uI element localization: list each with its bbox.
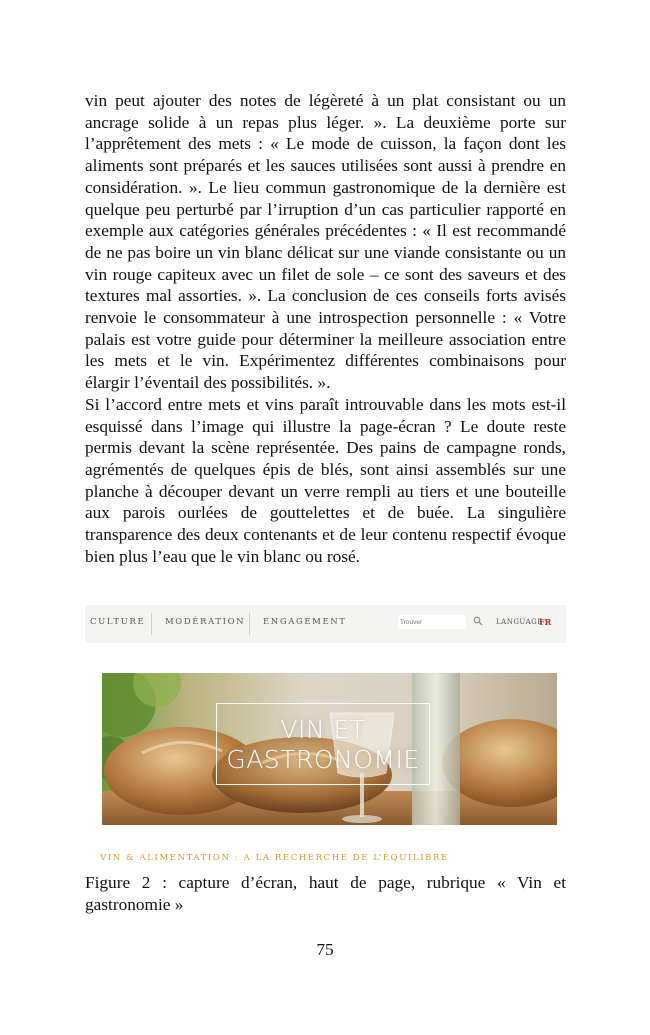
figure-screenshot	[85, 605, 566, 863]
language-selector[interactable]: FR	[539, 617, 552, 627]
nav-item-moderation[interactable]: MODÉRATION	[165, 617, 246, 627]
search-input[interactable]	[398, 615, 466, 629]
banner-title-line-1: VIN ET	[280, 715, 366, 744]
language-label: LANGUAGE	[496, 618, 543, 626]
search-icon[interactable]	[473, 616, 483, 626]
page-number: 75	[316, 940, 334, 959]
paragraph: Si l’accord entre mets et vins paraît introuvable dans les mots est-il esquissé dans l’image qui illustre la page-écran ? Le doute reste permis devant la scène représentée. Des pains de campagne ronds, agrémentés de quelques épis de blés, sont ainsi assemblés sur une planche à découper devant un verre rempli au tiers et une bouteille aux parois ourlées de gouttelettes et de buée. La singulière transparence des deux contenants et de leur contenu respectif évoque bien plus l’eau que le vin blanc ou rosé.	[85, 394, 566, 566]
banner-image	[102, 673, 557, 825]
nav-separator	[249, 613, 250, 635]
figure-caption: Figure 2 : capture d’écran, haut de page, rubrique « Vin et gastronomie »	[85, 873, 566, 914]
banner-title-line-2: GASTRONOMIE	[226, 745, 420, 774]
body-text	[85, 90, 566, 567]
banner-title	[216, 715, 430, 775]
nav-item-culture[interactable]: CULTURE	[90, 617, 146, 627]
site-navbar	[85, 605, 566, 643]
paragraph: vin peut ajouter des notes de légèreté à un plat consistant ou un ancrage solide à un repas plus léger. ». La deuxième porte sur l’apprêtement des mets : « Le mode de cuisson, la façon dont les aliments sont préparés et les sauces utilisées sont aussi à prendre en considération. ». Le lieu commun gastronomique de la dernière est quelque peu perturbé par l’irruption d’un cas particulier rapporté en exemple aux catégories générales précédentes : « Il est recommandé de ne pas boire un vin blanc délicat sur une viande consistante ou un vin rouge capiteux avec un filet de sole – ce sont des saveurs et des textures mal assorties. ». La conclusion de ces conseils forts avisés renvoie le consommateur à une introspection personnelle : « Votre palais est votre guide pour déterminer la meilleure association entre les mets et le vin. Expérimentez différentes combinaisons pour élargir l’éventail des possibilités. ».	[85, 91, 566, 393]
section-tagline: VIN & ALIMENTATION : A LA RECHERCHE DE L’ÉQUILIBRE	[100, 853, 449, 863]
nav-separator	[151, 613, 152, 635]
nav-item-engagement[interactable]: ENGAGEMENT	[263, 617, 347, 627]
